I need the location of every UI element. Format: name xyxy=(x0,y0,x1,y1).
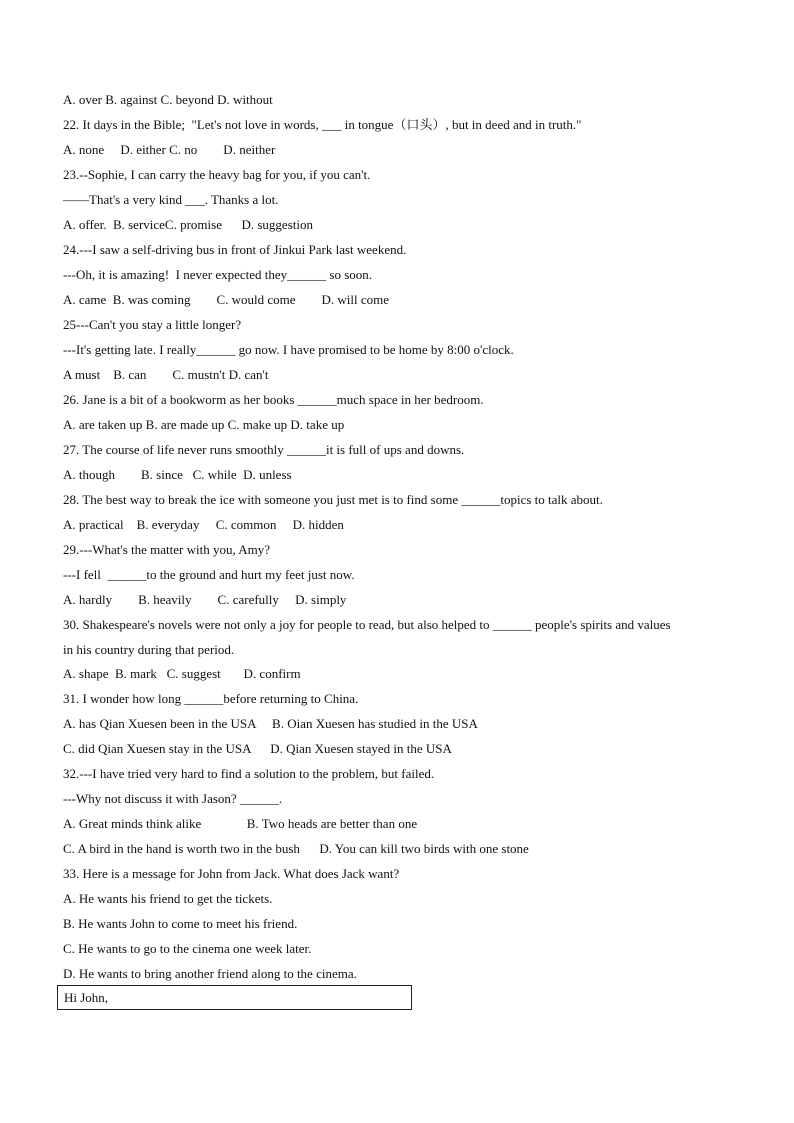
q31-stem: 31. I wonder how long ______before returning to China. xyxy=(63,691,359,706)
q23-stem: 23.--Sophie, I can carry the heavy bag for you, if you can't. xyxy=(63,167,371,182)
q32-stem: 32.---I have tried very hard to find a solution to the problem, but failed. xyxy=(63,766,435,781)
q21-options: A. over B. against C. beyond D. without xyxy=(63,92,273,107)
q30-stem: 30. Shakespeare's novels were not only a joy for people to read, but also helped to ______ people's spirits and values xyxy=(63,617,671,632)
q26-stem: 26. Jane is a bit of a bookworm as her books ______much space in her bedroom. xyxy=(63,392,484,407)
q25-reply: ---It's getting late. I really______ go now. I have promised to be home by 8:00 o'clock. xyxy=(63,342,514,357)
q29-stem: 29.---What's the matter with you, Amy? xyxy=(63,542,271,557)
q28-options: A. practical B. everyday C. common D. hidden xyxy=(63,517,344,532)
q31-options-ab: A. has Qian Xuesen been in the USA B. Oian Xuesen has studied in the USA xyxy=(63,716,478,731)
q31-options-cd: C. did Qian Xuesen stay in the USA D. Qian Xuesen stayed in the USA xyxy=(63,741,452,756)
q23-options: A. offer. B. serviceC. promise D. suggestion xyxy=(63,217,313,232)
q30-options: A. shape B. mark C. suggest D. confirm xyxy=(63,666,301,681)
q22-stem: 22. It days in the Bible; "Let's not love in words, ___ in tongue（口头）, but in deed and in truth." xyxy=(63,117,582,132)
q33-stem: 33. Here is a message for John from Jack. What does Jack want? xyxy=(63,866,400,881)
q32-options-cd: C. A bird in the hand is worth two in the bush D. You can kill two birds with one stone xyxy=(63,841,529,856)
message-greeting: Hi John, xyxy=(64,990,109,1005)
q32-reply: ---Why not discuss it with Jason? ______. xyxy=(63,791,283,806)
q28-stem: 28. The best way to break the ice with someone you just met is to find some ______topics to talk about. xyxy=(63,492,603,507)
q27-options: A. though B. since C. while D. unless xyxy=(63,467,292,482)
q24-stem: 24.---I saw a self-driving bus in front of Jinkui Park last weekend. xyxy=(63,242,407,257)
message-box xyxy=(57,985,412,1010)
q33-option-d: D. He wants to bring another friend along to the cinema. xyxy=(63,966,357,981)
q24-reply: ---Oh, it is amazing! I never expected they______ so soon. xyxy=(63,267,373,282)
q33-option-c: C. He wants to go to the cinema one week later. xyxy=(63,941,312,956)
q29-options: A. hardly B. heavily C. carefully D. simply xyxy=(63,592,347,607)
q30-stem-cont: in his country during that period. xyxy=(63,642,235,657)
q33-option-a: A. He wants his friend to get the tickets. xyxy=(63,891,273,906)
q22-options: A. none D. either C. no D. neither xyxy=(63,142,276,157)
q26-options: A. are taken up B. are made up C. make up D. take up xyxy=(63,417,345,432)
q23-reply: ——That's a very kind ___. Thanks a lot. xyxy=(63,192,279,207)
q25-stem: 25---Can't you stay a little longer? xyxy=(63,317,242,332)
q29-reply: ---I fell ______to the ground and hurt my feet just now. xyxy=(63,567,355,582)
q24-options: A. came B. was coming C. would come D. will come xyxy=(63,292,390,307)
q27-stem: 27. The course of life never runs smoothly ______it is full of ups and downs. xyxy=(63,442,465,457)
q32-options-ab: A. Great minds think alike B. Two heads are better than one xyxy=(63,816,418,831)
q25-options: A must B. can C. mustn't D. can't xyxy=(63,367,269,382)
q33-option-b: B. He wants John to come to meet his friend. xyxy=(63,916,298,931)
